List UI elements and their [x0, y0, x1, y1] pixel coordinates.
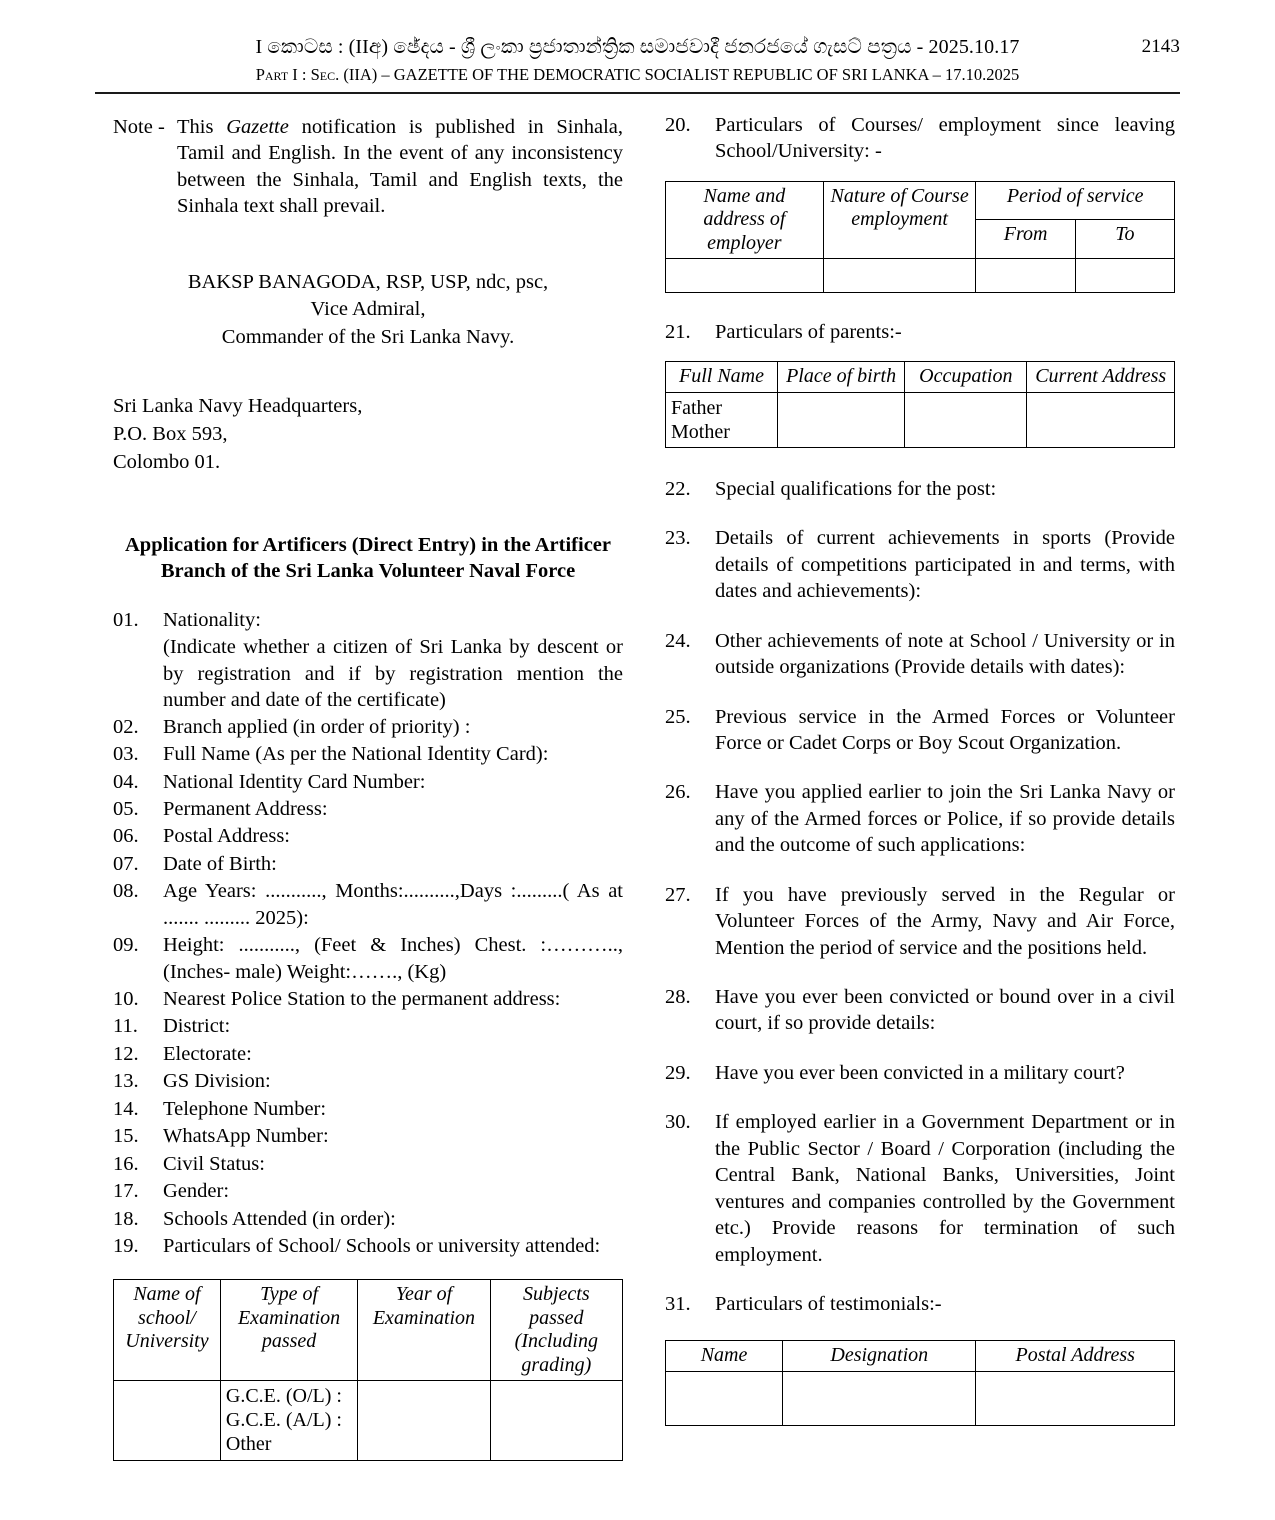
courses-table-head	[666, 181, 1175, 258]
item-26	[665, 779, 1175, 858]
document-body	[0, 112, 1275, 1512]
application-title-line-1: Application for Artificers (Direct Entry) in the Artificer	[125, 533, 611, 556]
parents-table-body	[666, 392, 1175, 447]
item-label: Electorate:	[163, 1042, 252, 1065]
testimonials-table	[665, 1340, 1175, 1425]
item-10	[113, 986, 623, 1012]
signatory-name: BAKSP BANAGODA, RSP, USP, ndc, psc,	[187, 270, 549, 293]
cell-current-address[interactable]	[1027, 392, 1175, 447]
item-21	[665, 319, 1175, 345]
school-cell-3[interactable]	[490, 1380, 622, 1460]
courses-table-wrapper	[665, 181, 1175, 293]
item-number: 22.	[665, 477, 691, 500]
parent-label: Mother	[671, 420, 730, 443]
item-number: 09.	[113, 934, 139, 957]
item-number: 14.	[113, 1097, 139, 1120]
item-number: 02.	[113, 715, 139, 738]
item-14	[113, 1096, 623, 1122]
right-items-list	[665, 476, 1175, 1318]
item-21-text: Particulars of parents:-	[715, 321, 902, 344]
item-label: Nationality:	[163, 608, 261, 631]
item-number: 06.	[113, 825, 139, 848]
cell-parent-labels	[666, 392, 778, 447]
item-17	[113, 1178, 623, 1204]
address-line-1: Sri Lanka Navy Headquarters,	[113, 394, 363, 417]
item-13	[113, 1068, 623, 1094]
item-number: 07.	[113, 852, 139, 875]
item-label: GS Division:	[163, 1070, 271, 1093]
cell-period-from[interactable]	[976, 259, 1075, 293]
item-06	[113, 823, 623, 849]
note-block	[113, 114, 623, 220]
parents-table-wrapper	[665, 361, 1175, 447]
item-05	[113, 796, 623, 822]
item-number: 25.	[665, 705, 691, 728]
item-07	[113, 851, 623, 877]
item-number: 29.	[665, 1061, 691, 1084]
school-col-3: Subjects passed (Including grading)	[490, 1280, 622, 1381]
item-label: Full Name (As per the National Identity Card):	[163, 743, 549, 766]
item-number: 27.	[665, 883, 691, 906]
school-table-body	[114, 1380, 623, 1460]
item-08	[113, 878, 623, 931]
table-header-row	[666, 1341, 1175, 1371]
item-label: Special qualifications for the post:	[715, 477, 997, 500]
cell-period-to[interactable]	[1075, 259, 1174, 293]
page-header	[0, 0, 1275, 94]
item-30	[665, 1109, 1175, 1268]
item-label: Details of current achievements in sports (Provide details of competitions participated in and terms, with dates and achievements):	[715, 527, 1175, 603]
testimonials-table-body	[666, 1371, 1175, 1425]
item-label: Particulars of testimonials:-	[715, 1292, 942, 1315]
item-number: 01.	[113, 608, 139, 631]
item-label: District:	[163, 1015, 231, 1038]
courses-employment-table	[665, 181, 1175, 293]
item-24	[665, 628, 1175, 681]
item-number: 18.	[113, 1207, 139, 1230]
header-sinhala-text: I කොටස : (IIඅ) ඡේදය - ශ්‍රී ලංකා ප්‍රජාතාන්ත්‍රික සමාජවාදී ජනරජයේ ගැසට් පත්‍රය - 2025.10.17	[255, 36, 1020, 58]
item-label: Postal Address:	[163, 825, 290, 848]
cell-place-of-birth[interactable]	[777, 392, 904, 447]
item-label: Date of Birth:	[163, 852, 277, 875]
address-line-2: P.O. Box 593,	[113, 423, 228, 446]
item-number: 31.	[665, 1292, 691, 1315]
note-text-before: This	[177, 116, 227, 138]
address-block	[113, 392, 623, 477]
item-label: If employed earlier in a Government Department or in the Public Sector / Board / Corporation (including the Central Bank, National Banks, Universities, Joint ventures and companies controlled by the Government etc.) Provide reasons for termination of such employment.	[715, 1111, 1175, 1266]
parents-particulars-table	[665, 361, 1175, 447]
col-place-of-birth: Place of birth	[777, 362, 904, 392]
cell-nature-course-employment[interactable]	[823, 259, 976, 293]
item-number: 16.	[113, 1152, 139, 1175]
item-29	[665, 1060, 1175, 1086]
address-line-3: Colombo 01.	[113, 451, 221, 474]
item-label: If you have previously served in the Regular or Volunteer Forces of the Army, Navy and Air Force, Mention the period of service and the positions held.	[715, 883, 1175, 959]
left-column	[113, 112, 623, 1512]
item-label: Nearest Police Station to the permanent address:	[163, 988, 561, 1011]
cell-name-address-employer[interactable]	[666, 259, 824, 293]
table-row	[666, 392, 1175, 447]
item-number: 08.	[113, 880, 139, 903]
item-number: 17.	[113, 1180, 139, 1203]
item-19	[113, 1233, 623, 1259]
left-items-list	[113, 607, 623, 1260]
page-number: 2143	[1141, 36, 1180, 57]
item-number: 04.	[113, 770, 139, 793]
school-col-1: Type of Examination passed	[220, 1280, 357, 1381]
item-03	[113, 741, 623, 767]
item-number: 26.	[665, 781, 691, 804]
cell-testimonial-designation[interactable]	[783, 1371, 976, 1425]
item-25	[665, 704, 1175, 757]
item-label: Gender:	[163, 1180, 230, 1203]
parents-table-head	[666, 362, 1175, 392]
item-label: Have you ever been convicted in a military court?	[715, 1061, 1125, 1084]
col-occupation: Occupation	[905, 362, 1027, 392]
school-cell-1[interactable]	[220, 1380, 357, 1460]
col-testimonial-designation: Designation	[783, 1341, 976, 1371]
item-number: 28.	[665, 986, 691, 1008]
note-italic-word: Gazette	[226, 116, 289, 138]
table-row	[666, 259, 1175, 293]
item-label: Other achievements of note at School / University or in outside organizations (Provide details with dates):	[715, 629, 1175, 679]
item-20	[665, 112, 1175, 165]
item-09	[113, 932, 623, 985]
school-col-2: Year of Examination	[358, 1280, 490, 1381]
table-row	[666, 1371, 1175, 1425]
col-testimonial-postal-address: Postal Address	[976, 1341, 1175, 1371]
item-label: WhatsApp Number:	[163, 1125, 329, 1148]
item-number: 13.	[113, 1070, 139, 1093]
courses-table-body	[666, 259, 1175, 293]
item-01	[113, 607, 623, 633]
item-number: 10.	[113, 988, 139, 1011]
item-11	[113, 1013, 623, 1039]
school-cell-0[interactable]	[114, 1380, 221, 1460]
col-period-to: To	[1075, 220, 1174, 259]
item-label: Telephone Number:	[163, 1097, 327, 1120]
item-label: Age Years: ..........., Months:..........,Days :.........( As at ....... ......... 2025):	[163, 880, 623, 929]
cell-line: G.C.E. (O/L) :	[225, 1384, 342, 1407]
item-label: Schools Attended (in order):	[163, 1207, 396, 1230]
col-current-address: Current Address	[1027, 362, 1175, 392]
item-label: Branch applied (in order of priority) :	[163, 715, 471, 738]
item-number: 15.	[113, 1125, 139, 1148]
item-04	[113, 769, 623, 795]
header-divider	[95, 92, 1180, 94]
item-label: Have you applied earlier to join the Sri Lanka Navy or any of the Armed forces or Police, if so provide details and the outcome of such applications:	[715, 781, 1175, 857]
item-20-number: 20.	[665, 114, 691, 136]
item-number: 05.	[113, 797, 139, 820]
item-number: 24.	[665, 629, 691, 652]
header-line-sinhala-row	[95, 36, 1180, 59]
table-row	[114, 1380, 623, 1460]
table-header-row	[114, 1280, 623, 1381]
item-number: 12.	[113, 1042, 139, 1065]
application-title	[113, 532, 623, 585]
item-label: Civil Status:	[163, 1152, 265, 1175]
col-name-address-employer: Name and address of employer	[666, 181, 824, 258]
item-27	[665, 882, 1175, 961]
item-number: 19.	[113, 1234, 139, 1257]
item-number: 03.	[113, 743, 139, 766]
school-table-head	[114, 1280, 623, 1381]
signatory-rank: Vice Admiral,	[310, 298, 426, 321]
col-nature-course-employment: Nature of Course employment	[823, 181, 976, 258]
item-label: Permanent Address:	[163, 797, 328, 820]
item-label: Previous service in the Armed Forces or Volunteer Force or Cadet Corps or Boy Scout Organization.	[715, 705, 1175, 754]
cell-testimonial-postal-address[interactable]	[976, 1371, 1175, 1425]
signature-block	[113, 269, 623, 352]
testimonials-table-head	[666, 1341, 1175, 1371]
item-02	[113, 714, 623, 740]
item-label: Have you ever been convicted or bound over in a civil court, if so provide details:	[715, 986, 1175, 1035]
cell-occupation[interactable]	[905, 392, 1027, 447]
cell-testimonial-name[interactable]	[666, 1371, 783, 1425]
item-label: National Identity Card Number:	[163, 770, 426, 793]
item-label: Height: ..........., (Feet & Inches) Chest. :……….., (Inches- male) Weight:……., (Kg)	[163, 934, 623, 983]
item-23	[665, 525, 1175, 604]
header-english-text: Part I : Sec. (IIA) – GAZETTE OF THE DEMOCRATIC SOCIALIST REPUBLIC OF SRI LANKA – 17.10.2025	[255, 65, 1020, 84]
school-particulars-table	[113, 1279, 623, 1461]
school-cell-2[interactable]	[358, 1380, 490, 1460]
item-16	[113, 1151, 623, 1177]
item-20-text: Particulars of Courses/ employment since leaving School/University: -	[715, 114, 1175, 163]
note-text	[177, 114, 623, 220]
item-number: 11.	[113, 1015, 138, 1038]
item-number: 30.	[665, 1111, 691, 1134]
note-label: Note -	[113, 116, 165, 138]
cell-line: G.C.E. (A/L) :	[225, 1408, 342, 1431]
item-sub-note: (Indicate whether a citizen of Sri Lanka by descent or by registration and if by registration mention the number and date of the certificate)	[163, 636, 623, 712]
item-15	[113, 1123, 623, 1149]
table-header-row	[666, 181, 1175, 220]
cell-line: Other	[225, 1432, 272, 1455]
item-number: 23.	[665, 527, 691, 550]
application-title-line-2: Branch of the Sri Lanka Volunteer Naval Force	[160, 560, 576, 583]
item-18	[113, 1206, 623, 1232]
item-31	[665, 1291, 1175, 1317]
table-header-row	[666, 362, 1175, 392]
col-full-name: Full Name	[666, 362, 778, 392]
school-table-wrapper	[113, 1279, 623, 1461]
testimonials-table-wrapper	[665, 1340, 1175, 1425]
parent-label: Father	[671, 396, 723, 419]
item-28	[665, 984, 1175, 1037]
col-period-of-service: Period of service	[976, 181, 1175, 220]
school-col-0: Name of school/ University	[114, 1280, 221, 1381]
note-text-after: notification is published in Sinhala, Tamil and English. In the event of any inconsistency between the Sinhala, Tamil and English texts, the Sinhala text shall prevail.	[177, 116, 623, 218]
item-label: Particulars of School/ Schools or university attended:	[163, 1234, 601, 1257]
col-testimonial-name: Name	[666, 1341, 783, 1371]
item-21-number: 21.	[665, 321, 691, 344]
right-column	[665, 112, 1175, 1512]
signatory-title: Commander of the Sri Lanka Navy.	[221, 326, 515, 349]
col-period-from: From	[976, 220, 1075, 259]
item-22	[665, 476, 1175, 502]
item-12	[113, 1041, 623, 1067]
